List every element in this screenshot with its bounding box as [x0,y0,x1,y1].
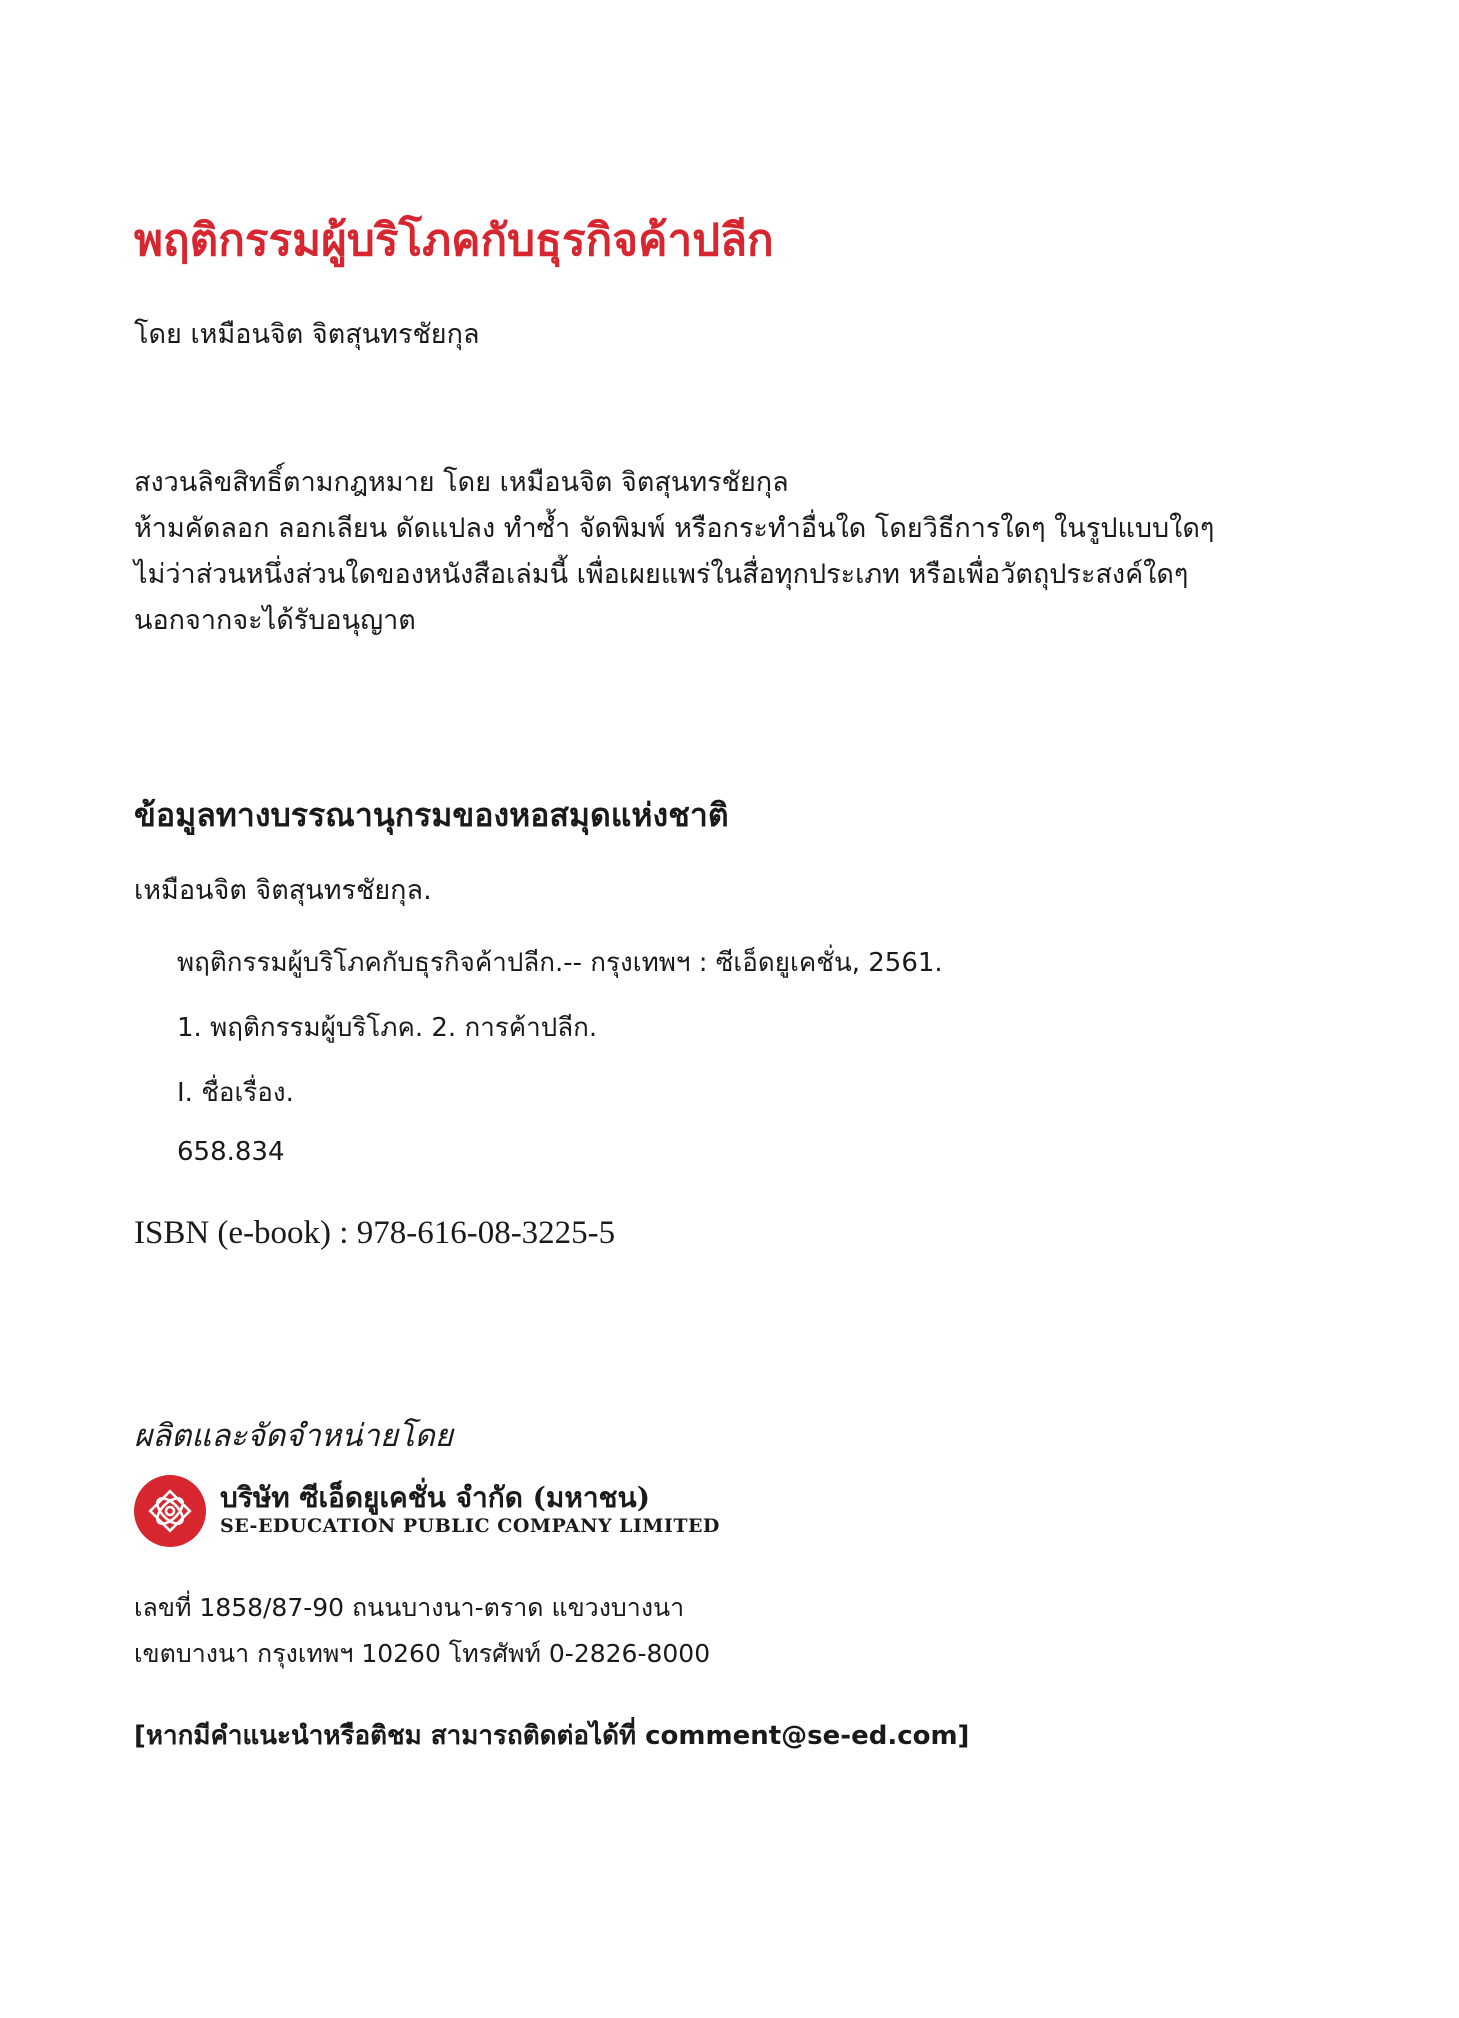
cip-heading: ข้อมูลทางบรรณานุกรมของหอสมุดแห่งชาติ [134,796,729,834]
se-ed-logo-icon [134,1475,206,1547]
book-title: พฤติกรรมผู้บริโภคกับธุรกิจค้าปลีก [134,215,774,266]
cip-title-line: พฤติกรรมผู้บริโภคกับธุรกิจค้าปลีก.-- กรุงเทพฯ : ซีเอ็ดยูเคชั่น, 2561. [177,948,943,978]
copyright-notice [134,460,1214,644]
company-name-english: SE-EDUCATION PUBLIC COMPANY LIMITED [220,1515,720,1537]
copyright-line: สงวนลิขสิทธิ์ตามกฎหมาย โดย เหมือนจิต จิตสุนทรชัยกุล [134,467,789,498]
publisher-address [134,1585,710,1677]
cip-added-entry: I. ชื่อเรื่อง. [177,1078,294,1108]
cip-classification: 658.834 [177,1137,285,1167]
cip-author: เหมือนจิต จิตสุนทรชัยกุล. [134,875,432,906]
publisher-label: ผลิตและจัดจำหน่ายโดย [134,1418,453,1454]
address-line: เขตบางนา กรุงเทพฯ 10260 โทรศัพท์ 0-2826-8000 [134,1639,711,1668]
copyright-line: ไม่ว่าส่วนหนึ่งส่วนใดของหนังสือเล่มนี้ เพื่อเผยแพร่ในสื่อทุกประเภท หรือเพื่อวัตถุประสงค์ใดๆ [134,559,1189,590]
contact-line: [หากมีคำแนะนำหรือติชม สามารถติดต่อได้ที่ comment@se-ed.com] [134,1721,970,1751]
cip-subjects: 1. พฤติกรรมผู้บริโภค. 2. การค้าปลีก. [177,1013,598,1043]
address-line: เลขที่ 1858/87-90 ถนนบางนา-ตราด แขวงบางนา [134,1593,685,1622]
copyright-line: ห้ามคัดลอก ลอกเลียน ดัดแปลง ทำซ้ำ จัดพิมพ์ หรือกระทำอื่นใด โดยวิธีการใดๆ ในรูปแบบใดๆ [134,513,1215,544]
copyright-line: นอกจากจะได้รับอนุญาต [134,605,416,636]
logo-mark [134,1475,206,1547]
author-line: โดย เหมือนจิต จิตสุนทรชัยกุล [134,319,480,350]
company-name-thai: บริษัท ซีเอ็ดยูเคชั่น จำกัด (มหาชน) [220,1481,650,1514]
isbn: ISBN (e-book) : 978-616-08-3225-5 [134,1215,616,1251]
